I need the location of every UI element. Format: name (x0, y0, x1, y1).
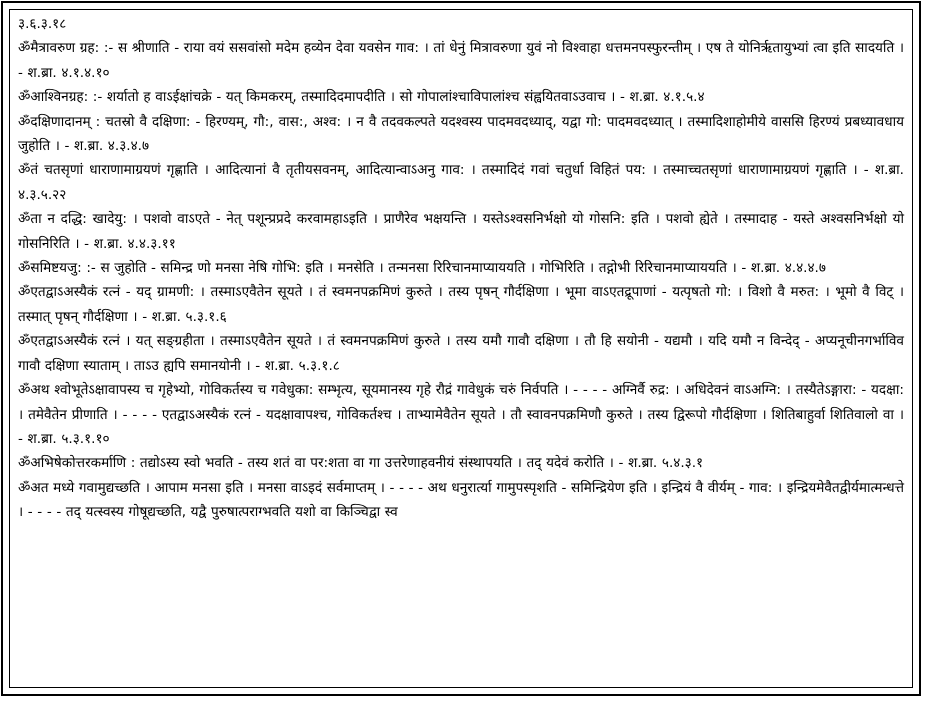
paragraph-sangrahita-ratna: ॐएतद्वाऽअस्यैकं रत्नं । यत् सङ्ग्रहीता । तस्माऽएवैतेन सूयते । तं स्वमनपक्रमिणं कुरुते । तस्य यमौ गावौ दक्षिणा । तौ हि सयोनी - यद्यमौ । यदि यमौ न विन्देद् - अप्यनूचीनगर्भाविव गावौ दक्षिणा स्याताम् । ताऽउ ह्यपि समानयोनी । - श.ब्रा. ५.३.१.८ (18, 333, 904, 374)
paragraph-agrayana: ॐतं चतसृणां धाराणामाग्रयणं गृह्णाति । आदित्यानां वै तृतीयसवनम्, आदित्यान्वाऽअनु गाव: । तस्मादिदं गवां चतुर्धा विहितं पय: । तस्माच्चतसृणां धाराणामाग्रयणं गृह्णाति । - श.ब्रा. ४.३.५.२२ (18, 162, 904, 203)
paragraph-akshavapa-ratna: ॐअथ श्वोभूतेऽक्षावापस्य च गृहेभ्यो, गोविकर्तस्य च गवेधुका: सम्भृत्य, सूयमानस्य गृहे रौद्रं गावेधुकं चरुं निर्वपति । - - - - अग्निर्वै रुद्र: । अधिदेवनं वाऽअग्नि: । तस्यैतेऽङ्गारा: - यदक्षा: । तमेवैतेन प्रीणाति । - - - - एतद्वाऽअस्यैकं रत्नं - यदक्षावापश्च, गोविकर्तश्च । ताभ्यामेवैतेन सूयते । तौ स्वावनपक्रमिणौ कुरुते । तस्य द्विरूपो गौर्दक्षिणा । शितिबाहुर्वा शितिवालो वा । - श.ब्रा. ५.३.१.१० (18, 382, 904, 447)
paragraph-gavam-udyacchati: ॐअत मध्ये गवामुद्यच्छति । आपाम मनसा इति । मनसा वाऽइदं सर्वमाप्तम् । - - - - अथ धनुरार्त्या गामुपस्पृशति - समिन्द्रियेण इति । इन्द्रियं वै वीर्यम् - गाव: । इन्द्रियमेवैतद्वीर्यमात्मन्धत्ते । - - - - तद् यत्स्वस्य गोषूद्यच्छति, यद्वै पुरुषात्पराग्भवति यशो वा किञ्चिद्वा स्व (18, 479, 904, 521)
paragraph-bhakshana: ॐता न दद्धि: खादेयु: । पशवो वाऽएते - नेत् पशून्प्रप्रदे करवामहाऽइति । प्राणैरेव भक्षयन्ति । यस्तेऽश्वसनिर्भक्षो यो गोसनि: इति । पशवो ह्येते । तस्मादाह - यस्ते अश्वसनिर्भक्षो यो गोसनिरिति । - श.ब्रा. ४.४.३.११ (18, 211, 904, 252)
paragraph-samishtayaju: ॐसमिष्टयजु: :- स जुहोति - समिन्द्र णो मनसा नेषि गोभि: इति । मनसेति । तन्मनसा रिरिचानमाप्याययति । गोभिरिति । तद्गोभी रिरिचानमाप्याययति । - श.ब्रा. ४.४.४.७ (18, 260, 826, 277)
paragraph-dakshina-danam: ॐदक्षिणादानम् : चतस्रो वै दक्षिणा: - हिरण्यम्, गौ:, वास:, अश्व: । न वै तदवकल्पते यदश्वस्य पादमवदध्याद्, यद्वा गो: पादमवदध्यात् । तस्मादिशाहोमीये वाससि हिरण्यं प्रबध्यावधाय जुहोति । - श.ब्रा. ४.३.४.७ (18, 113, 904, 155)
page-outer-border (1, 1, 921, 696)
page-inner-border (9, 9, 913, 688)
section-number: ३.६.३.१८ (18, 16, 67, 32)
paragraph-maitravaruna-graha: ॐमैत्रावरुण ग्रह: :- स श्रीणाति - राया वयं ससवांसो मदेम हव्येन देवा यवसेन गाव: । तां धेनुं मित्रावरुणा युवं नो विश्वाहा धत्तमनपस्फुरन्तीम् । एष ते योनिरृतायुभ्यां त्वा इति सादयति । - श.ब्रा. ४.१.४.१० (18, 40, 904, 81)
paragraph-abhisheka-uttara-karmani: ॐअभिषेकोत्तरकर्माणि : तद्योऽस्य स्वो भवति - तस्य शतं वा पर:शता वा गा उत्तरेणाहवनीयं संस्थापयति । तद् यदेवं करोति । - श.ब्रा. ५.४.३.१ (18, 455, 704, 472)
paragraph-gramani-ratna: ॐएतद्वाऽअस्यैकं रत्नं - यद् ग्रामणी: । तस्माऽएवैतेन सूयते । तं स्वमनपक्रमिणं कुरुते । तस्य पृषन् गौर्दक्षिणा । भूमा वाऽएतद्रूपाणां - यत्पृषतो गो: । विशो वै मरुत: । भूमो वै विट् । तस्मात् पृषन् गौर्दक्षिणा । - श.ब्रा. ५.३.१.६ (18, 284, 904, 325)
paragraph-ashvina-graha: ॐआश्विनग्रह: :- शर्यातो ह वाऽईक्षांचक्रे - यत् किमकरम्, तस्मादिदमापदीति । सो गोपालांश्चाविपालांश्च संह्वयितवाऽउवाच । - श.ब्रा. ४.१.५.४ (18, 89, 705, 106)
document-body (18, 12, 904, 525)
